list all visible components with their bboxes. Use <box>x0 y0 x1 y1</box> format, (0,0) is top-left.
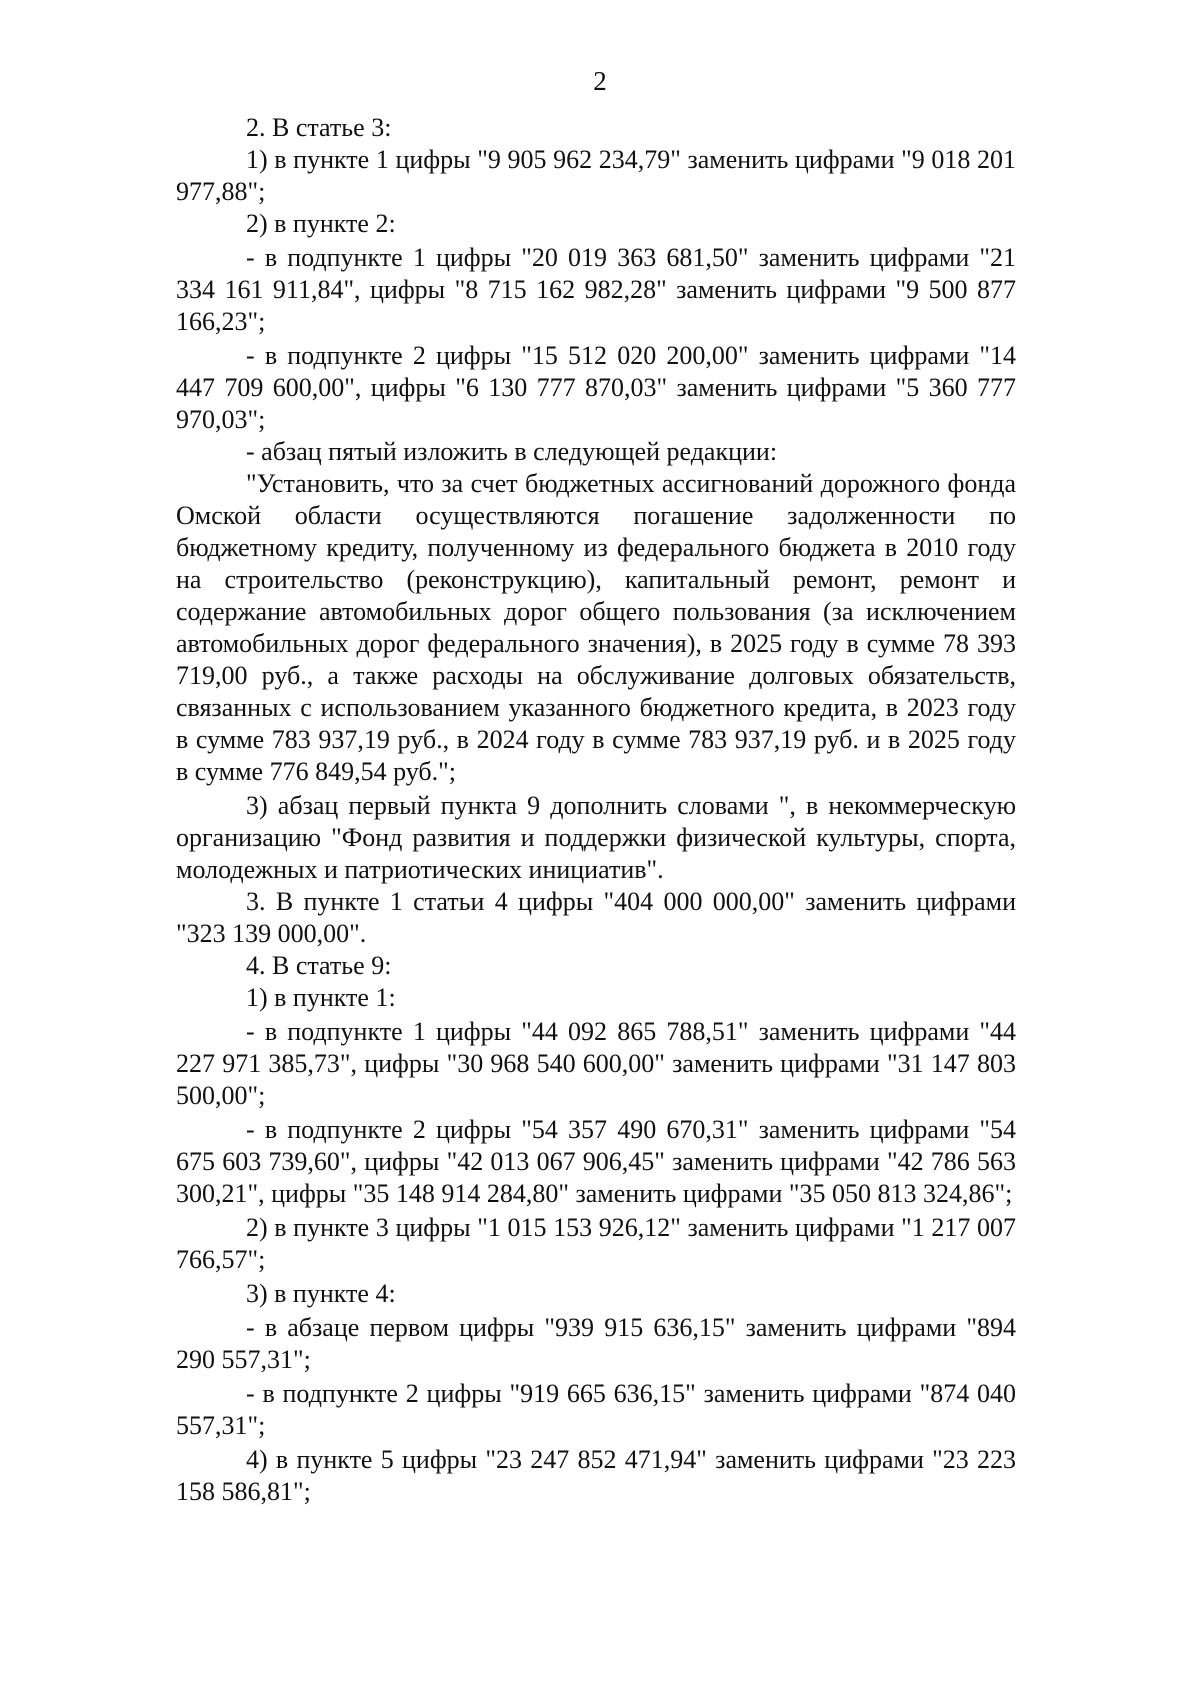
paragraph-article-3-item-2-fifth-abzac: - абзац пятый изложить в следующей редакции: <box>246 437 778 466</box>
paragraph-article-3-item-2: 2) в пункте 2: <box>246 209 396 238</box>
paragraph-article-9-item-4: 4) в пункте 5 цифры "23 247 852 471,94" заменить цифрами "23 223 158 586,81"; <box>176 1445 1016 1506</box>
paragraph-article-3-item-1: 1) в пункте 1 цифры "9 905 962 234,79" заменить цифрами "9 018 201 977,88"; <box>176 145 1016 206</box>
paragraph-article-9-item-3: 3) в пункте 4: <box>246 1279 396 1308</box>
paragraph-article-9-item-1-sub-2: - в подпункте 2 цифры "54 357 490 670,31" заменить цифрами "54 675 603 739,60", цифры "42 013 067 906,45" заменить цифрами "42 786 563 300,21", цифры "35 148 914 284,80" заменить цифрами "35 050 813 324,86"; <box>176 1115 1016 1208</box>
paragraph-article-9-item-3-first-abzac: - в абзаце первом цифры "939 915 636,15" заменить цифрами "894 290 557,31"; <box>176 1313 1016 1374</box>
document-body <box>176 112 1016 1508</box>
paragraph-article-9-item-1: 1) в пункте 1: <box>246 983 396 1012</box>
paragraph-article-3-heading: 2. В статье 3: <box>246 113 392 142</box>
paragraph-article-4: 3. В пункте 1 статьи 4 цифры "404 000 000,00" заменить цифрами "323 139 000,00". <box>176 887 1016 948</box>
page-number: 2 <box>593 66 607 96</box>
paragraph-article-3-item-2-sub-2: - в подпункте 2 цифры "15 512 020 200,00" заменить цифрами "14 447 709 600,00", цифры "6 130 777 870,03" заменить цифрами "5 360 777 970,03"; <box>176 341 1016 434</box>
paragraph-article-3-item-2-sub-1: - в подпункте 1 цифры "20 019 363 681,50" заменить цифрами "21 334 161 911,84", цифры "8 715 162 982,28" заменить цифрами "9 500 877 166,23"; <box>176 243 1016 336</box>
paragraph-road-fund-text: "Установить, что за счет бюджетных ассигнований дорожного фонда Омской области осуществляются погашение задолженности по бюджетному кредиту, полученному из федерального бюджета в 2010 году на строительство (реконструкцию), капитальный ремонт, ремонт и содержание автомобильных дорог общего пользования (за исключением автомобильных дорог федерального значения), в 2025 году в сумме 78 393 719,00 руб., а также расходы на обслуживание долговых обязательств, связанных с использованием указанного бюджетного кредита, в 2023 году в сумме 783 937,19 руб., в 2024 году в сумме 783 937,19 руб. и в 2025 году в сумме 776 849,54 руб."; <box>176 469 1016 786</box>
paragraph-article-9-item-1-sub-1: - в подпункте 1 цифры "44 092 865 788,51" заменить цифрами "44 227 971 385,73", цифры "30 968 540 600,00" заменить цифрами "31 147 803 500,00"; <box>176 1017 1016 1110</box>
paragraph-article-9-item-3-sub-2: - в подпункте 2 цифры "919 665 636,15" заменить цифрами "874 040 557,31"; <box>176 1379 1016 1440</box>
paragraph-article-9-heading: 4. В статье 9: <box>246 951 392 980</box>
paragraph-article-9-item-2: 2) в пункте 3 цифры "1 015 153 926,12" заменить цифрами "1 217 007 766,57"; <box>176 1213 1016 1274</box>
paragraph-article-3-item-3: 3) абзац первый пункта 9 дополнить словами ", в некоммерческую организацию "Фонд развития и поддержки физической культуры, спорта, молодежных и патриотических инициатив". <box>176 791 1016 884</box>
